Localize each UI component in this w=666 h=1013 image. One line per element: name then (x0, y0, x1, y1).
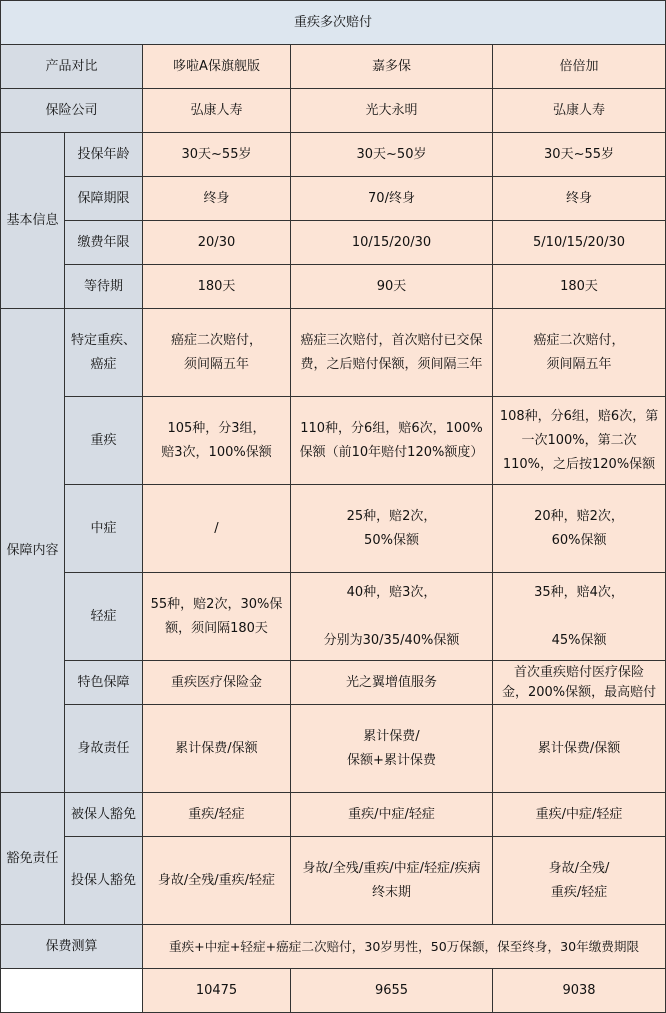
special-3-line: 首次重疾赔付医疗保险 (514, 664, 645, 680)
row-label-mild: 轻症 (65, 573, 143, 661)
empty-cell (1, 969, 143, 1013)
company-2: 光大永明 (291, 89, 493, 133)
row-label-special: 特色保障 (65, 661, 143, 705)
row-label-death: 身故责任 (65, 705, 143, 793)
group-label-waiver: 豁免责任 (1, 793, 65, 925)
death-2-line: 保额+累计保费 (347, 752, 436, 768)
premium-note: 重疾+中症+轻症+癌症二次赔付，30岁男性，50万保额，保至终身，30年缴费期限 (143, 925, 666, 969)
payment-3: 5/10/15/20/30 (493, 221, 666, 265)
table-row (1, 309, 666, 397)
mild-2-spacer (293, 605, 490, 629)
table-row (1, 485, 666, 573)
mild-1 (143, 573, 291, 661)
mild-3-line: 45%保额 (551, 632, 607, 648)
table-row (1, 837, 666, 925)
row-label-specific-line-2: 癌症 (90, 356, 117, 372)
holder-waiver-2-line: 身故/全残/重疾/中症/轻症/疾病 (302, 860, 481, 876)
table-row (1, 573, 666, 661)
moderate-2-line: 25种，赔2次， (346, 508, 437, 524)
mild-2 (291, 573, 493, 661)
special-1: 重疾医疗保险金 (143, 661, 291, 705)
special-2: 光之翼增值服务 (291, 661, 493, 705)
table-row (1, 705, 666, 793)
term-1: 终身 (143, 177, 291, 221)
premium-1: 10475 (143, 969, 291, 1013)
row-label-premium: 保费测算 (1, 925, 143, 969)
special-3 (493, 661, 666, 705)
holder-waiver-2-line: 终末期 (371, 884, 411, 900)
moderate-3-line: 20种，赔2次， (534, 508, 624, 524)
table-row (1, 221, 666, 265)
row-label-critical: 重疾 (65, 397, 143, 485)
row-label-specific-line-1: 特定重疾、 (70, 332, 136, 348)
critical-3 (493, 397, 666, 485)
moderate-1: / (143, 485, 291, 573)
moderate-3-line: 60%保额 (551, 532, 607, 548)
critical-3-line: 108种，分6组，赔6次，第 (499, 408, 659, 424)
mild-3 (493, 573, 666, 661)
premium-2: 9655 (291, 969, 493, 1013)
specific-1-line: 须间隔五年 (183, 356, 249, 372)
age-2: 30天~50岁 (291, 133, 493, 177)
mild-3-line: 35种，赔4次， (534, 584, 624, 600)
company-3: 弘康人寿 (493, 89, 666, 133)
critical-2-line: 保额（前10年赔付120%额度） (299, 444, 484, 460)
insured-waiver-2: 重疾/中症/轻症 (291, 793, 493, 837)
age-1: 30天~55岁 (143, 133, 291, 177)
death-3: 累计保费/保额 (493, 705, 666, 793)
critical-3-line: 110%，之后按120%保额 (502, 456, 656, 472)
holder-waiver-3-line: 身故/全残/ (548, 860, 610, 876)
company-1: 弘康人寿 (143, 89, 291, 133)
death-2 (291, 705, 493, 793)
mild-3-spacer (495, 605, 663, 629)
row-label-waiting: 等待期 (65, 265, 143, 309)
specific-1 (143, 309, 291, 397)
table-row (1, 397, 666, 485)
term-2: 70/终身 (291, 177, 493, 221)
moderate-2-line: 50%保额 (364, 532, 419, 548)
premium-3: 9038 (493, 969, 666, 1013)
death-2-line: 累计保费/ (363, 728, 420, 744)
waiting-1: 180天 (143, 265, 291, 309)
product-name-1: 哆啦A保旗舰版 (143, 45, 291, 89)
table-row (1, 265, 666, 309)
row-label-holder-waiver: 投保人豁免 (65, 837, 143, 925)
insured-waiver-1: 重疾/轻症 (143, 793, 291, 837)
table-row (1, 969, 666, 1013)
row-label-company: 保险公司 (1, 89, 143, 133)
holder-waiver-3 (493, 837, 666, 925)
critical-1 (143, 397, 291, 485)
product-name-3: 倍倍加 (493, 45, 666, 89)
row-label-age: 投保年龄 (65, 133, 143, 177)
row-label-insured-waiver: 被保人豁免 (65, 793, 143, 837)
term-3: 终身 (493, 177, 666, 221)
row-label-moderate: 中症 (65, 485, 143, 573)
table-row (1, 89, 666, 133)
table-row (1, 925, 666, 969)
holder-waiver-2 (291, 837, 493, 925)
group-label-coverage: 保障内容 (1, 309, 65, 793)
specific-2-line: 费，之后赔付保额，须间隔三年 (300, 356, 483, 372)
specific-3-line: 癌症二次赔付， (533, 332, 625, 348)
row-label-product-compare: 产品对比 (1, 45, 143, 89)
death-1: 累计保费/保额 (143, 705, 291, 793)
table-row (1, 133, 666, 177)
table-row (1, 661, 666, 705)
moderate-2 (291, 485, 493, 573)
critical-2 (291, 397, 493, 485)
specific-3 (493, 309, 666, 397)
row-label-term: 保障期限 (65, 177, 143, 221)
specific-2 (291, 309, 493, 397)
row-label-payment: 缴费年限 (65, 221, 143, 265)
specific-3-line: 须间隔五年 (546, 356, 612, 372)
payment-2: 10/15/20/30 (291, 221, 493, 265)
mild-1-line: 额，须间隔180天 (165, 620, 268, 636)
mild-2-line: 40种，赔3次， (346, 584, 437, 600)
insured-waiver-3: 重疾/中症/轻症 (493, 793, 666, 837)
product-name-2: 嘉多保 (291, 45, 493, 89)
mild-1-line: 55种，赔2次，30%保 (150, 596, 283, 612)
table-row (1, 177, 666, 221)
special-3-line: 金，200%保额，最高赔付 (501, 684, 657, 700)
moderate-3 (493, 485, 666, 573)
payment-1: 20/30 (143, 221, 291, 265)
holder-waiver-1: 身故/全残/重疾/轻症 (143, 837, 291, 925)
specific-2-line: 癌症三次赔付，首次赔付已交保 (300, 332, 483, 348)
critical-3-line: 一次100%，第二次 (521, 432, 637, 448)
critical-1-line: 105种，分3组， (167, 420, 266, 436)
table-title: 重疾多次赔付 (1, 1, 666, 45)
header-row (1, 45, 666, 89)
specific-1-line: 癌症二次赔付， (170, 332, 262, 348)
waiting-3: 180天 (493, 265, 666, 309)
waiting-2: 90天 (291, 265, 493, 309)
title-row (1, 1, 666, 45)
holder-waiver-3-line: 重疾/轻症 (550, 884, 608, 900)
critical-1-line: 赔3次，100%保额 (161, 444, 272, 460)
row-label-specific (65, 309, 143, 397)
critical-2-line: 110种，分6组，赔6次，100% (300, 420, 483, 436)
age-3: 30天~55岁 (493, 133, 666, 177)
group-label-basic: 基本信息 (1, 133, 65, 309)
mild-2-line: 分别为30/35/40%保额 (323, 632, 460, 648)
table-row (1, 793, 666, 837)
